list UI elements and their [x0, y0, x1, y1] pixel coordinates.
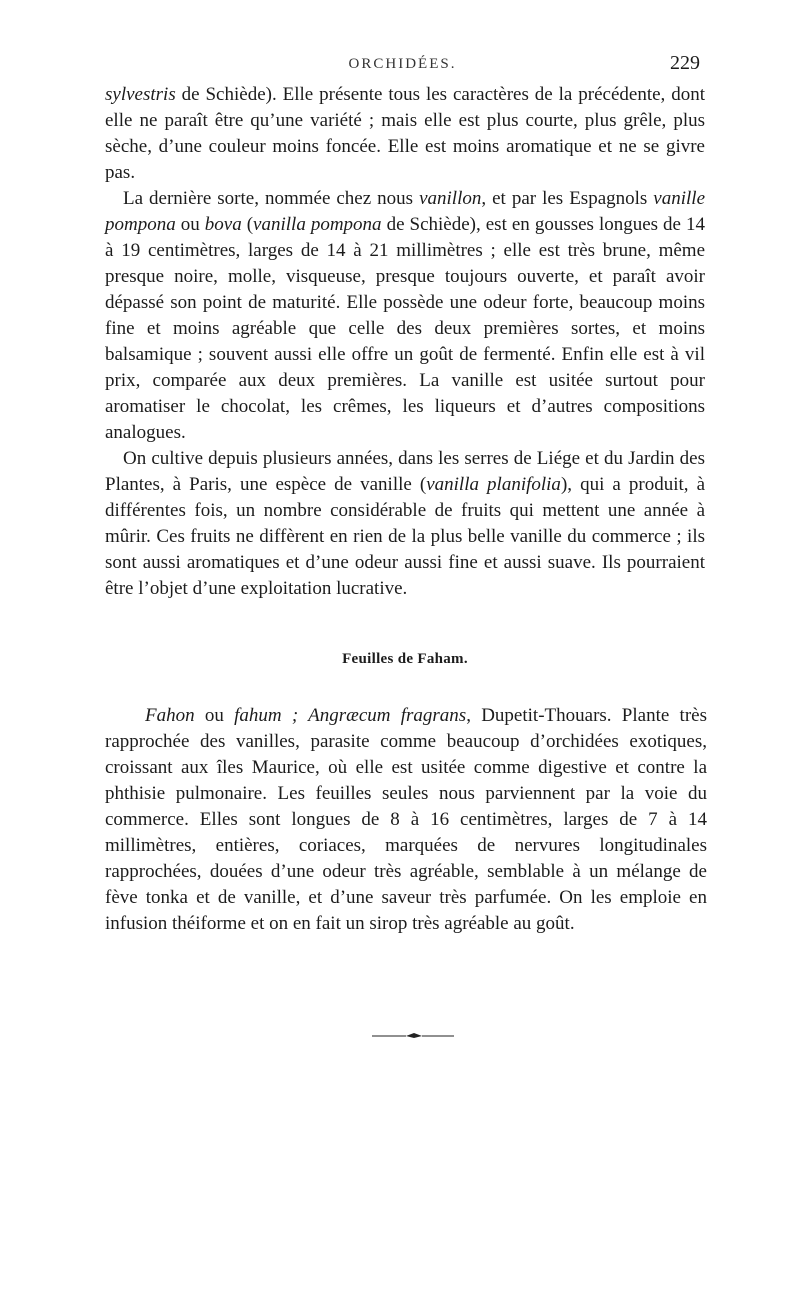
italic-term: sylvestris: [105, 84, 176, 105]
section-title: Feuilles de Faham.: [342, 651, 468, 667]
italic-term: fahum ; Angræcum fragrans: [234, 705, 467, 726]
text-run: de Schiède), est en gousses longues de 14 à 19 centimètres, larges de 14 à 21 millimètres ; elle est très brune, même presque noire, molle, visqueuse, presque toujours ouverte, et paraît avoir dépassé son point de maturité. Elle possède une odeur forte, beaucoup moins fine et moins agréable que celle des deux premières sortes, et moins balsamique ; souvent aussi elle offre un goût de fermenté. Enfin elle est à vil prix, comparée aux deux premières. La vanille est usitée surtout pour aromatiser le chocolat, les crêmes, les liqueurs et d’autres compositions analogues.: [105, 214, 706, 443]
text-run: ou: [175, 214, 205, 235]
italic-term: vanille pompona: [105, 188, 705, 235]
italic-term: vanilla planifolia: [426, 474, 561, 495]
text-run: On cultive depuis plusieurs années, dans les serres de Liége et du Jardin des Plantes, à Paris, une espèce de vanille (: [105, 448, 705, 495]
italic-term: bova: [204, 214, 242, 235]
text-run: , et par les Espagnols: [481, 188, 654, 209]
body-text-section: [105, 703, 707, 937]
text-run: (: [241, 214, 254, 235]
text-run: ), qui a produit, à différentes fois, un nombre considérable de fruits qui mettent une année à mûrir. Ces fruits ne diffèrent en rien de la plus belle vanille du commerce ; ils sont aussi aromatiques et d’une odeur aussi fine et aussi suave. Ils pourraient être l’objet d’une exploitation lucrative.: [105, 474, 706, 599]
italic-term: Fahon: [145, 705, 195, 726]
text-run: La dernière sorte, nommée chez nous: [123, 188, 420, 209]
paragraph-4: [105, 703, 707, 937]
paragraph-1: [105, 82, 705, 186]
text-run: de Schiède). Elle présente tous les caractères de la précédente, dont elle ne paraît être qu’une variété ; mais elle est plus courte, plus grêle, plus sèche, d’une couleur moins foncée. Elle est moins aromatique et ne se givre pas.: [105, 84, 705, 183]
paragraph-3: [105, 446, 705, 602]
paragraph-2: [105, 186, 705, 446]
body-text: [105, 82, 705, 602]
page-number: 229: [670, 52, 700, 74]
running-head: ORCHIDÉES.: [348, 56, 457, 72]
italic-term: vanillon: [419, 188, 482, 209]
page-header: [105, 52, 700, 82]
text-run: ou: [194, 705, 235, 726]
ornament-divider: [370, 1030, 456, 1040]
text-run: , Dupetit-Thouars. Plante très rapprochée des vanilles, parasite comme beaucoup d’orchidées exotiques, croissant aux îles Maurice, où elle est usitée comme digestive et contre la phthisie pulmonaire. Les feuilles seules nous parviennent par la voie du commerce. Elles sont longues de 8 à 16 centimètres, larges de 7 à 14 millimètres, entières, coriaces, marquées de nervures longitudinales rapprochées, douées d’une odeur très agréable, semblable à un mélange de fève tonka et de vanille, et d’une saveur très parfumée. On les emploie en infusion théiforme et on en fait un sirop très agréable au goût.: [105, 705, 707, 934]
italic-term: vanilla pompona: [253, 214, 382, 235]
